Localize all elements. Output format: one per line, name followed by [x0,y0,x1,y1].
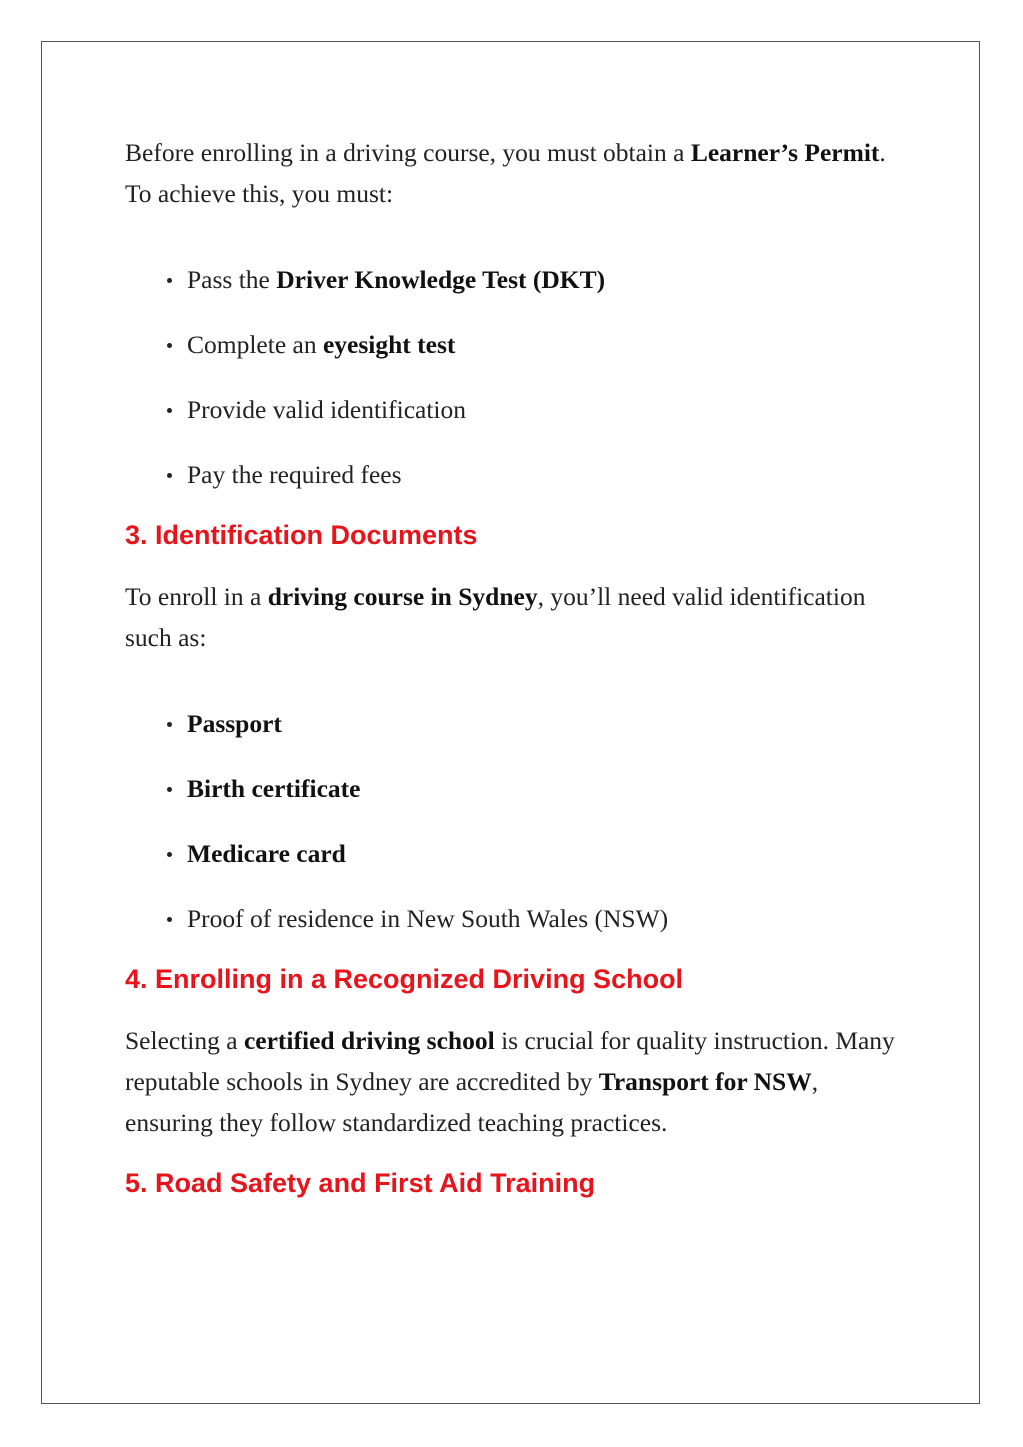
learners-permit-bold: Learner’s Permit [690,138,880,167]
document-page [41,41,980,1404]
id-documents-list [125,703,905,939]
section4-text-2: is crucial for quality instruction. Many reputable schools in Sydney are accredited by [125,1026,895,1096]
list-item [125,898,905,939]
section4-paragraph [125,1020,905,1143]
section-heading-4: 4. Enrolling in a Recognized Driving School [125,964,684,994]
list-item [125,833,905,874]
section4-text-1: Selecting a [125,1026,244,1055]
list-item-bold: eyesight test [322,330,456,359]
intro-paragraph [125,132,905,214]
list-item-bold: Birth certificate [187,774,361,803]
section3-bold: driving course in Sydney [267,582,538,611]
section3-text-2: , you’ll need valid identification such as: [125,582,866,652]
section-heading-5: 5. Road Safety and First Aid Training [125,1168,596,1198]
intro-text-1: Before enrolling in a driving course, you must obtain a [125,138,691,167]
list-item [125,454,905,495]
list-item [125,259,905,300]
permit-requirements-list [125,259,905,495]
section4-text-3: , ensuring they follow standardized teaching practices. [125,1067,819,1137]
section3-paragraph [125,576,905,658]
list-item [125,768,905,809]
section3-text-1: To enroll in a [125,582,268,611]
section4-bold-1: certified driving school [243,1026,495,1055]
section-heading-3: 3. Identification Documents [125,520,478,550]
list-item-text: Pass the [187,265,277,294]
list-item-bold: Driver Knowledge Test (DKT) [276,265,606,294]
list-item-text: Provide valid identification [187,395,467,424]
list-item [125,389,905,430]
list-item-text: Complete an [187,330,323,359]
list-item-text: Proof of residence in New South Wales (NSW) [187,904,669,933]
list-item [125,703,905,744]
intro-text-2: . To achieve this, you must: [125,138,886,208]
list-item-text: Pay the required fees [187,460,402,489]
list-item-bold: Passport [187,709,282,738]
list-item-bold: Medicare card [187,839,346,868]
section4-bold-2: Transport for NSW [598,1067,812,1096]
document-content [125,132,905,1204]
list-item [125,324,905,365]
